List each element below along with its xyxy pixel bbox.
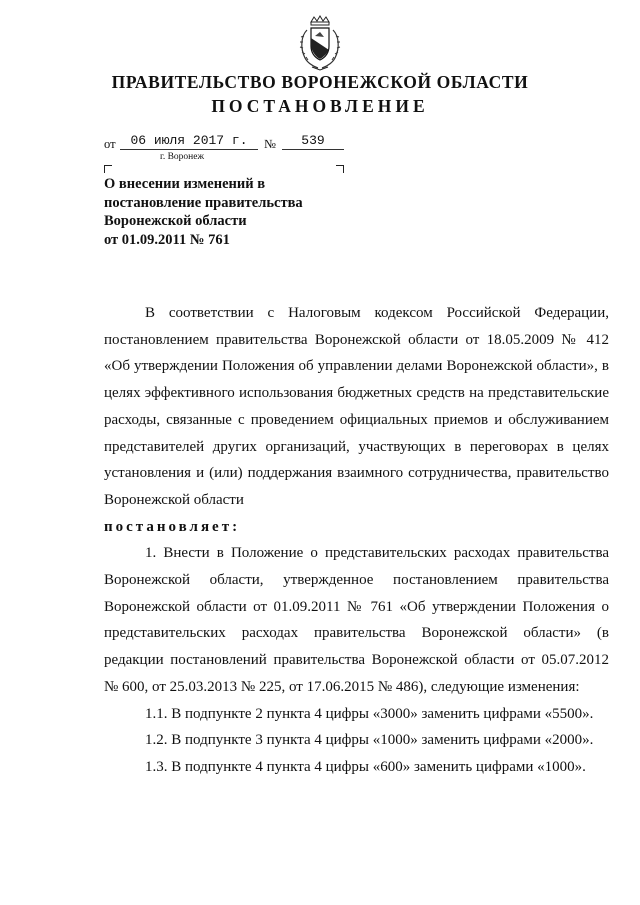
number-label: № <box>264 137 276 151</box>
item-1-2-paragraph: 1.2. В подпункте 3 пункта 4 цифры «1000» заменить цифрами «2000». <box>145 732 594 749</box>
preamble-paragraph: В соответствии с Налоговым кодексом Российской Федерации, постановлением правительства Воронежской области от 18.05.2009 № 412 «Об утверждении Положения об управлении делами Воронежской области», в целях эффективного использования бюджетных средств на представительские расходы, связанные с проведением официальных приемов и обслуживанием представителей других организаций, участвующих в переговорах в целях установления и (или) поддержания взаимного сотрудничества, правительство Воронежской области <box>104 305 609 508</box>
voronezh-coat-of-arms-icon <box>297 14 343 72</box>
resolves-heading: постановляет: <box>104 518 241 535</box>
item-1-paragraph: 1. Внести в Положение о представительских расходах правительства Воронежской области, утвержденное постановлением правительства Воронежской области от 01.09.2011 № 761 «Об утверждении Положения о представительских расходах правительства Воронежской области» (в редакции постановлений правительства Воронежской области от 05.07.2012 № 600, от 25.03.2013 № 225, от 17.06.2015 № 486), следующие изменения: <box>104 545 609 695</box>
subject-corner-right <box>336 165 344 173</box>
subject-line: от 01.09.2011 № 761 <box>104 231 230 248</box>
subject-line: Воронежской области <box>104 213 247 229</box>
subject-line: О внесении изменений в <box>104 176 266 192</box>
document-number: 539 <box>282 133 344 150</box>
document-type-title: ПОСТАНОВЛЕНИЕ <box>211 96 429 116</box>
subject-line: постановление правительства <box>104 194 303 211</box>
item-1-3-paragraph: 1.3. В подпункте 4 пункта 4 цифры «600» заменить цифрами «1000». <box>145 758 586 775</box>
document-body <box>104 300 609 781</box>
city-label: г. Воронеж <box>160 152 205 162</box>
document-date: 06 июля 2017 г. <box>120 133 258 150</box>
item-1-1-paragraph: 1.1. В подпункте 2 пункта 4 цифры «3000» заменить цифрами «5500». <box>145 705 594 722</box>
government-title: ПРАВИТЕЛЬСТВО ВОРОНЕЖСКОЙ ОБЛАСТИ <box>111 72 529 92</box>
date-prefix: от <box>104 137 116 151</box>
subject-block <box>104 175 334 249</box>
subject-corner-left <box>104 165 112 173</box>
date-number-row <box>104 133 364 153</box>
